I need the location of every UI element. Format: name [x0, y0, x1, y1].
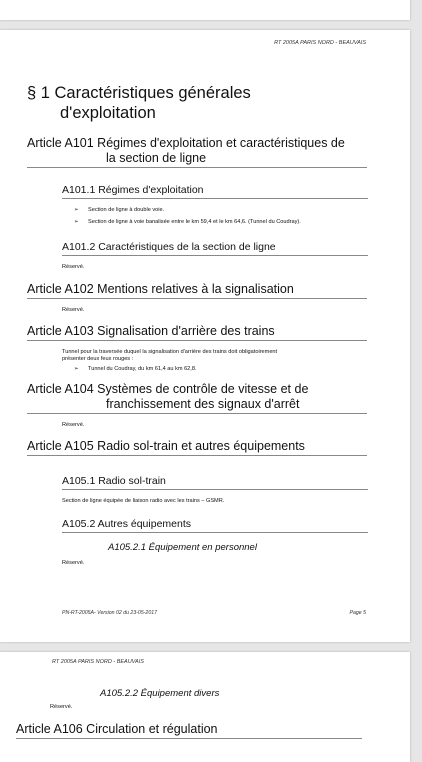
chapter-title-line2: d'exploitation	[60, 104, 156, 122]
subsection-a105-2-1-title: A105.2.1 Équipement en personnel	[108, 542, 257, 553]
arrow-bullet-icon: ➢	[74, 366, 79, 372]
section-a101-2-rule	[62, 255, 368, 256]
article-a103-rule	[27, 340, 367, 341]
bullet-text: Tunnel du Coudray, du km 61,4 au km 62,8.	[88, 366, 197, 372]
article-a104-text: Réservé.	[62, 422, 85, 428]
section-a105-1-text: Section de ligne équipée de liaison radio avec les trains – GSMR.	[62, 498, 225, 504]
article-a103-title: Article A103 Signalisation d'arrière des trains	[27, 324, 275, 338]
document-page-6	[0, 652, 410, 762]
section-a105-2-rule	[62, 532, 368, 533]
section-a101-2-title: A101.2 Caractéristiques de la section de ligne	[62, 241, 276, 253]
running-header: RT 2005A PARIS NORD - BEAUVAIS	[52, 659, 144, 665]
bullet-list-item	[74, 366, 197, 374]
running-header: RT 2005A PARIS NORD - BEAUVAIS	[274, 40, 366, 46]
article-a106-title: Article A106 Circulation et régulation	[16, 722, 218, 736]
section-a105-1-title: A105.1 Radio sol-train	[62, 475, 166, 487]
subsection-a105-2-2-text: Réservé.	[50, 704, 73, 710]
article-a103-text-line1: Tunnel pour la traversée duquel la signalisation d'arrière des trains doit obligatoirement	[62, 349, 278, 355]
article-a102-title: Article A102 Mentions relatives à la signalisation	[27, 282, 294, 296]
section-a101-1-rule	[62, 198, 368, 199]
section-a101-1-title: A101.1 Régimes d'exploitation	[62, 184, 204, 196]
article-a101-title-line2: la section de ligne	[106, 151, 207, 165]
chapter-title-line1: § 1 Caractéristiques générales	[27, 84, 251, 102]
footer-page-number: Page 5	[349, 610, 366, 616]
article-a106-rule	[16, 738, 362, 739]
bullet-list-item	[74, 219, 301, 227]
arrow-bullet-icon: ➢	[74, 219, 79, 225]
bullet-list-item	[74, 207, 164, 215]
arrow-bullet-icon: ➢	[74, 207, 79, 213]
article-a105-title: Article A105 Radio sol-train et autres équipements	[27, 439, 305, 453]
article-a104-rule	[27, 413, 367, 414]
footer-version: PN-RT-2005A- Version 02 du 23-05-2017	[62, 610, 157, 616]
article-a105-rule	[27, 455, 367, 456]
article-a103-text-line2: présenter deux feux rouges :	[62, 356, 134, 362]
article-a102-rule	[27, 298, 367, 299]
section-a105-2-title: A105.2 Autres équipements	[62, 518, 192, 530]
section-a105-1-rule	[62, 489, 368, 490]
article-a101-title-line1: Article A101 Régimes d'exploitation et caractéristiques de	[27, 136, 345, 150]
article-a104-title-line2: franchissement des signaux d'arrêt	[106, 397, 300, 411]
document-page-5	[0, 30, 410, 642]
article-a101-rule	[27, 167, 367, 168]
article-a102-text: Réservé.	[62, 307, 85, 313]
subsection-a105-2-1-text: Réservé.	[62, 560, 85, 566]
section-a101-2-text: Réservé.	[62, 264, 85, 270]
bullet-text: Section de ligne à voie banalisée entre le km 59,4 et le km 64,6. (Tunnel du Coudray).	[88, 219, 301, 225]
subsection-a105-2-2-title: A105.2.2 Équipement divers	[100, 688, 220, 699]
bullet-text: Section de ligne à double voie.	[88, 207, 165, 213]
previous-page-edge	[0, 0, 410, 20]
article-a104-title-line1: Article A104 Systèmes de contrôle de vitesse et de	[27, 382, 309, 396]
